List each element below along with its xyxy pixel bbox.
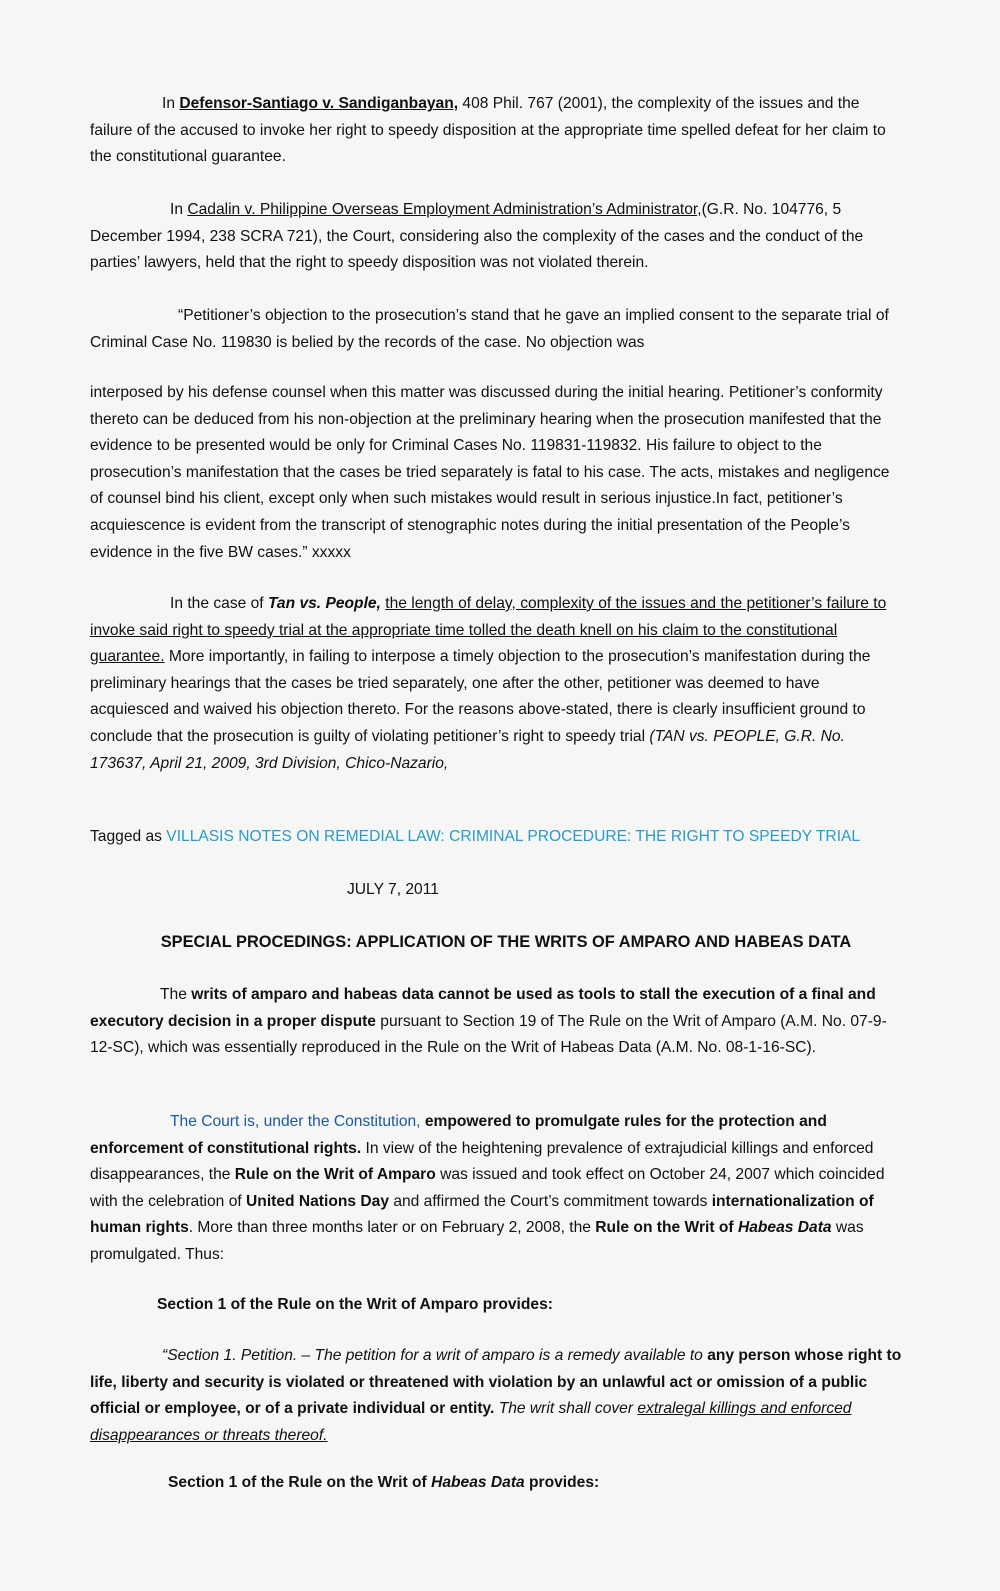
post-date: JULY 7, 2011 (347, 881, 439, 898)
paragraph-defensor-santiago: In Defensor-Santiago v. Sandiganbayan, 408 Phil. 767 (2001), the complexity of the issues and the failure of the accused to invoke her right to speedy disposition at the appropriate time spelled defeat for her claim to the constitutional guarantee. (90, 95, 886, 166)
case-name: Tan vs. People, (267, 595, 381, 612)
highlighted-text: The Court is, under the Constitution, (170, 1113, 421, 1130)
case-name: Defensor-Santiago v. Sandiganbayan, (179, 95, 459, 112)
section-heading: SPECIAL PROCEDINGS: APPLICATION OF THE WRITS OF AMPARO AND HABEAS DATA (160, 933, 852, 951)
paragraph-writs: The writs of amparo and habeas data cannot be used as tools to stall the execution of a final and executory decision in a proper dispute pursuant to Section 19 of The Rule on the Writ of Amparo (A.M. No. 07-9-12-SC), which was essentially reproduced in the Rule on the Writ of Habeas Data (A.M. No. 08-1-16-SC). (90, 986, 887, 1057)
quote-section-1-amparo: “Section 1. Petition. – The petition for a writ of amparo is a remedy available to any person whose right to life, liberty and security is violated or threatened with violation by an unlawful act or omission of a public official or employee, or of a private individual or entity. The writ shall cover extralegal killings and enforced disappearances or threats thereof. (90, 1347, 902, 1444)
quote-paragraph-continued: interposed by his defense counsel when this matter was discussed during the initial hearing. Petitioner’s conformity thereto can be deduced from his non-objection at the preliminary hearing when the prosecution manifested that the evidence to be presented would be only for Criminal Cases No. 119831-119832. His failure to object to the prosecution’s manifestation that the cases be tried separately is fatal to his case. The acts, mistakes and negligence of counsel bind his client, except only when such mistakes would result in serious injustice.In fact, petitioner’s acquiescence is evident from the transcript of stenographic notes during the initial presentation of the People’s evidence in the five BW cases.” xxxxx (90, 384, 890, 561)
paragraph-cadalin: In Cadalin v. Philippine Overseas Employment Administration’s Administrator,(G.R. No. 104776, 5 December 1994, 238 SCRA 721), the Court, considering also the complexity of the cases and the conduct of the parties’ lawyers, held that the right to speedy disposition was not violated therein. (90, 201, 864, 272)
paragraph-court-rules: The Court is, under the Constitution, empowered to promulgate rules for the protection and enforcement of constitutional rights. In view of the heightening prevalence of extrajudicial killings and enforced disappearances, the Rule on the Writ of Amparo was issued and took effect on October 24, 2007 which coincided with the celebration of United Nations Day and affirmed the Court’s commitment towards internationalization of human rights. More than three months later or on February 2, 2008, the Rule on the Writ of Habeas Data was promulgated. Thus: (90, 1113, 885, 1263)
tag-line: Tagged as VILLASIS NOTES ON REMEDIAL LAW: CRIMINAL PROCEDURE: THE RIGHT TO SPEEDY TRIAL (90, 828, 861, 845)
case-name: Cadalin v. Philippine Overseas Employment Administration’s Administrator, (187, 201, 702, 218)
tag-link[interactable]: VILLASIS NOTES ON REMEDIAL LAW: CRIMINAL PROCEDURE: THE RIGHT TO SPEEDY TRIAL (166, 828, 861, 845)
subheading-amparo: Section 1 of the Rule on the Writ of Amparo provides: (157, 1296, 553, 1313)
paragraph-tan-vs-people: In the case of Tan vs. People, the length of delay, complexity of the issues and the petitioner’s failure to invoke said right to speedy trial at the appropriate time tolled the death knell on his claim to the constitutional guarantee. More importantly, in failing to interpose a timely objection to the prosecution’s manifestation during the preliminary hearings that the cases be tried separately, one after the other, petitioner was deemed to have acquiesced and waived his objection thereto. For the reasons above-stated, there is clearly insufficient ground to conclude that the prosecution is guilty of violating petitioner’s right to speedy trial (TAN vs. PEOPLE, G.R. No. 173637, April 21, 2009, 3rd Division, Chico-Nazario, (90, 595, 887, 772)
subheading-habeas-data: Section 1 of the Rule on the Writ of Habeas Data provides: (168, 1474, 600, 1491)
underlined-holding: the length of delay, complexity of the issues and the petitioner’s failure to invoke said right to speedy trial at the appropriate time tolled the death knell on his claim to the constitutional guarantee. (90, 595, 887, 666)
citation: (TAN vs. PEOPLE, G.R. No. 173637, April 21, 2009, 3rd Division, Chico-Nazario, (90, 727, 845, 772)
quote-paragraph-start: “Petitioner’s objection to the prosecution’s stand that he gave an implied consent to the separate trial of Criminal Case No. 119830 is belied by the records of the case. No objection was (90, 307, 889, 351)
